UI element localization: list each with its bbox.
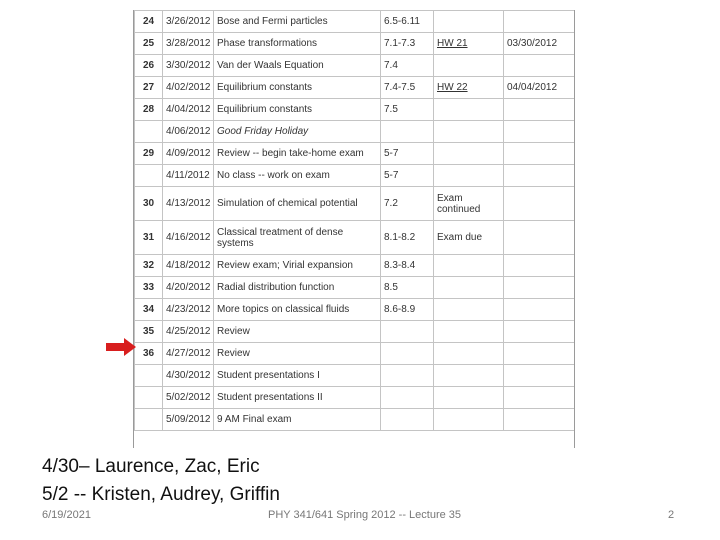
topic-cell: Bose and Fermi particles (214, 11, 381, 33)
lecture-number-cell (135, 409, 163, 431)
topic-cell: Equilibrium constants (214, 99, 381, 121)
schedule-row (135, 343, 575, 365)
homework-cell (434, 299, 504, 321)
schedule-row (135, 99, 575, 121)
lecture-number-cell (135, 165, 163, 187)
reading-cell: 7.1-7.3 (381, 33, 434, 55)
due-date-cell: 04/04/2012 (504, 77, 575, 99)
reading-cell (381, 343, 434, 365)
topic-cell: Review (214, 321, 381, 343)
topic-cell: More topics on classical fluids (214, 299, 381, 321)
lecture-number-cell: 28 (135, 99, 163, 121)
schedule-row (135, 121, 575, 143)
homework-cell (434, 343, 504, 365)
homework-cell (434, 255, 504, 277)
homework-cell (434, 387, 504, 409)
schedule-row (135, 143, 575, 165)
homework-cell: Exam due (434, 221, 504, 255)
schedule-table (134, 10, 575, 431)
topic-cell: Phase transformations (214, 33, 381, 55)
schedule-row (135, 33, 575, 55)
topic-cell: Review exam; Virial expansion (214, 255, 381, 277)
homework-cell (434, 11, 504, 33)
footer-title: PHY 341/641 Spring 2012 -- Lecture 35 (268, 509, 462, 521)
date-cell: 4/27/2012 (163, 343, 214, 365)
due-date-cell (504, 11, 575, 33)
schedule-table-image (133, 10, 575, 448)
homework-cell (434, 365, 504, 387)
lecture-number-cell: 36 (135, 343, 163, 365)
lecture-number-cell: 24 (135, 11, 163, 33)
due-date-cell (504, 165, 575, 187)
due-date-cell (504, 255, 575, 277)
due-date-cell (504, 121, 575, 143)
reading-cell: 7.5 (381, 99, 434, 121)
homework-cell (434, 99, 504, 121)
presenters-line-1: 4/30– Laurence, Zac, Eric (42, 456, 260, 477)
lecture-number-cell: 29 (135, 143, 163, 165)
topic-cell: Classical treatment of dense systems (214, 221, 381, 255)
schedule-row (135, 387, 575, 409)
topic-cell: Van der Waals Equation (214, 55, 381, 77)
schedule-row (135, 221, 575, 255)
lecture-number-cell (135, 365, 163, 387)
reading-cell (381, 409, 434, 431)
due-date-cell (504, 387, 575, 409)
schedule-row (135, 277, 575, 299)
reading-cell (381, 365, 434, 387)
date-cell: 4/04/2012 (163, 99, 214, 121)
date-cell: 4/09/2012 (163, 143, 214, 165)
schedule-row (135, 365, 575, 387)
due-date-cell (504, 409, 575, 431)
date-cell: 4/02/2012 (163, 77, 214, 99)
homework-link[interactable]: HW 21 (434, 33, 504, 55)
lecture-number-cell: 27 (135, 77, 163, 99)
reading-cell (381, 321, 434, 343)
reading-cell: 8.3-8.4 (381, 255, 434, 277)
schedule-row (135, 255, 575, 277)
date-cell: 4/13/2012 (163, 187, 214, 221)
lecture-number-cell (135, 121, 163, 143)
due-date-cell (504, 321, 575, 343)
lecture-number-cell: 34 (135, 299, 163, 321)
homework-cell (434, 409, 504, 431)
topic-cell: 9 AM Final exam (214, 409, 381, 431)
due-date-cell (504, 187, 575, 221)
homework-cell (434, 55, 504, 77)
date-cell: 4/11/2012 (163, 165, 214, 187)
topic-cell: Student presentations II (214, 387, 381, 409)
homework-cell (434, 321, 504, 343)
due-date-cell (504, 143, 575, 165)
topic-cell: Good Friday Holiday (214, 121, 381, 143)
topic-cell: Equilibrium constants (214, 77, 381, 99)
due-date-cell (504, 277, 575, 299)
lecture-number-cell: 25 (135, 33, 163, 55)
date-cell: 4/16/2012 (163, 221, 214, 255)
topic-cell: No class -- work on exam (214, 165, 381, 187)
footer-page-number: 2 (668, 509, 675, 521)
due-date-cell (504, 343, 575, 365)
footer-date: 6/19/2021 (42, 509, 91, 521)
lecture-number-cell: 33 (135, 277, 163, 299)
reading-cell (381, 387, 434, 409)
homework-cell: Exam continued (434, 187, 504, 221)
schedule-row (135, 299, 575, 321)
reading-cell: 8.1-8.2 (381, 221, 434, 255)
date-cell: 4/23/2012 (163, 299, 214, 321)
homework-link[interactable]: HW 22 (434, 77, 504, 99)
schedule-row (135, 321, 575, 343)
topic-cell: Review (214, 343, 381, 365)
red-arrow-head (124, 338, 136, 356)
red-arrow-shaft (106, 343, 125, 351)
lecture-number-cell: 26 (135, 55, 163, 77)
reading-cell: 7.4 (381, 55, 434, 77)
due-date-cell (504, 299, 575, 321)
date-cell: 4/25/2012 (163, 321, 214, 343)
date-cell: 4/20/2012 (163, 277, 214, 299)
date-cell: 5/09/2012 (163, 409, 214, 431)
topic-cell: Simulation of chemical potential (214, 187, 381, 221)
date-cell: 5/02/2012 (163, 387, 214, 409)
due-date-cell (504, 365, 575, 387)
lecture-number-cell (135, 387, 163, 409)
schedule-row (135, 165, 575, 187)
schedule-row (135, 187, 575, 221)
lecture-number-cell: 31 (135, 221, 163, 255)
date-cell: 3/30/2012 (163, 55, 214, 77)
due-date-cell (504, 221, 575, 255)
reading-cell: 7.4-7.5 (381, 77, 434, 99)
lecture-number-cell: 32 (135, 255, 163, 277)
presenters-line-2: 5/2 -- Kristen, Audrey, Griffin (42, 484, 280, 505)
homework-cell (434, 277, 504, 299)
schedule-row (135, 11, 575, 33)
schedule-row (135, 409, 575, 431)
date-cell: 4/18/2012 (163, 255, 214, 277)
red-arrow-icon (106, 338, 136, 356)
topic-cell: Review -- begin take-home exam (214, 143, 381, 165)
reading-cell: 6.5-6.11 (381, 11, 434, 33)
date-cell: 4/06/2012 (163, 121, 214, 143)
homework-cell (434, 143, 504, 165)
reading-cell (381, 121, 434, 143)
homework-cell (434, 165, 504, 187)
reading-cell: 5-7 (381, 143, 434, 165)
reading-cell: 5-7 (381, 165, 434, 187)
reading-cell: 8.6-8.9 (381, 299, 434, 321)
reading-cell: 7.2 (381, 187, 434, 221)
date-cell: 3/28/2012 (163, 33, 214, 55)
lecture-number-cell: 35 (135, 321, 163, 343)
due-date-cell (504, 55, 575, 77)
date-cell: 3/26/2012 (163, 11, 214, 33)
date-cell: 4/30/2012 (163, 365, 214, 387)
topic-cell: Student presentations I (214, 365, 381, 387)
reading-cell: 8.5 (381, 277, 434, 299)
due-date-cell (504, 99, 575, 121)
topic-cell: Radial distribution function (214, 277, 381, 299)
lecture-number-cell: 30 (135, 187, 163, 221)
homework-cell (434, 121, 504, 143)
schedule-row (135, 77, 575, 99)
due-date-cell: 03/30/2012 (504, 33, 575, 55)
schedule-row (135, 55, 575, 77)
